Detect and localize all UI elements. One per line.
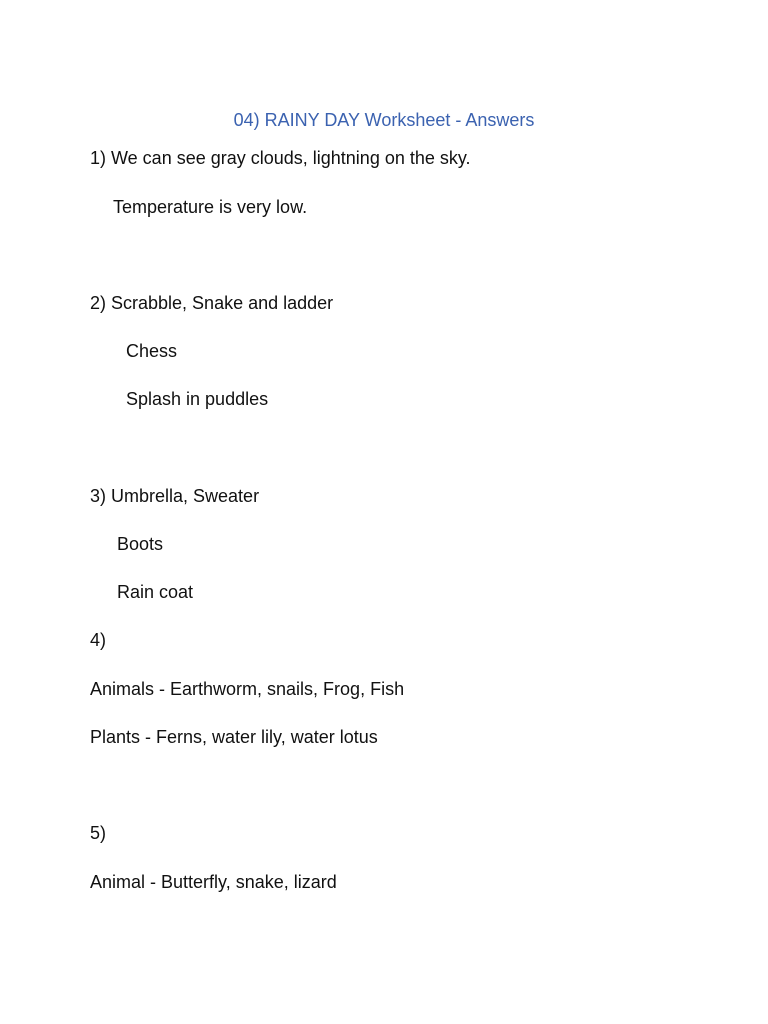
answer-4-number: 4) <box>90 630 107 650</box>
answer-4-animals: Animals - Earthworm, snails, Frog, Fish <box>90 679 405 699</box>
answer-3-line-2: Boots <box>117 534 164 554</box>
page-title: 04) RAINY DAY Worksheet - Answers <box>233 110 535 130</box>
answer-4-plants: Plants - Ferns, water lily, water lotus <box>90 727 378 747</box>
answer-3-line-1: 3) Umbrella, Sweater <box>90 486 260 506</box>
answer-2-line-3: Splash in puddles <box>126 389 269 409</box>
answer-1-line-1: 1) We can see gray clouds, lightning on the sky. <box>90 148 471 168</box>
answer-2-line-1: 2) Scrabble, Snake and ladder <box>90 293 334 313</box>
answer-5-animals: Animal - Butterfly, snake, lizard <box>90 872 337 892</box>
answer-1-line-2: Temperature is very low. <box>113 197 308 217</box>
answer-2-line-2: Chess <box>126 341 178 361</box>
answer-5-number: 5) <box>90 823 107 843</box>
answer-3-line-3: Rain coat <box>117 582 194 602</box>
